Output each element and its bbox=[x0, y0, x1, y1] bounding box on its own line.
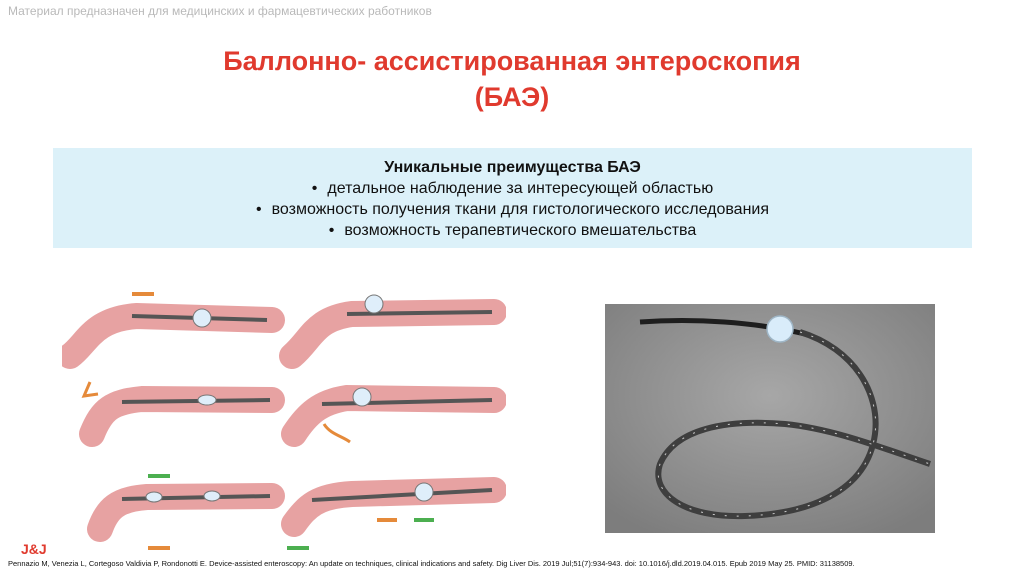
enteroscopy-steps-diagram bbox=[62, 284, 506, 560]
balloon-icon bbox=[767, 316, 793, 342]
step-panel-2 bbox=[292, 295, 494, 356]
step-panel-6 bbox=[287, 483, 494, 550]
slide-title bbox=[0, 43, 1024, 115]
bullet-icon: • bbox=[328, 222, 335, 239]
step-panel-1 bbox=[70, 292, 272, 356]
arrow-orange-icon bbox=[132, 292, 154, 296]
reference-citation: Pennazio M, Venezia L, Cortegoso Valdivia P, Rondonotti E. Device-assisted enteroscopy: An update on techniques, clinical indications and safety. Dig Liver Dis. 2019 Jul;51(7):934-943. doi: 10.1016/j.dld.2019.04.015. Epub 2019 May 25. PMID: 31138509. bbox=[8, 559, 855, 568]
enteroscope-photo bbox=[605, 304, 935, 533]
title-line-1: Баллонно- ассистированная энтероскопия bbox=[223, 46, 801, 76]
arrow-orange-icon bbox=[324, 424, 350, 442]
bullet-icon: • bbox=[256, 201, 262, 218]
step-panel-3 bbox=[84, 382, 272, 434]
arrow-green-icon bbox=[148, 474, 170, 478]
arrow-orange-icon bbox=[377, 518, 397, 522]
brand-logo: J&J bbox=[21, 541, 47, 557]
advantage-item bbox=[53, 199, 972, 220]
advantage-text: возможность терапевтического вмешательства bbox=[344, 222, 697, 239]
advantages-heading: Уникальные преимущества БАЭ bbox=[384, 159, 641, 176]
bullet-icon: • bbox=[311, 180, 318, 197]
advantage-text: возможность получения ткани для гистологического исследования bbox=[271, 201, 769, 218]
arrow-orange-icon bbox=[84, 382, 98, 396]
arrow-green-icon bbox=[287, 546, 309, 550]
arrow-orange-icon bbox=[148, 546, 170, 550]
advantage-item bbox=[53, 178, 972, 199]
title-line-2: (БАЭ) bbox=[474, 82, 550, 112]
step-panel-4 bbox=[294, 388, 494, 442]
arrow-green-icon bbox=[414, 518, 434, 522]
watermark-text: Материал предназначен для медицинских и фармацевтических работников bbox=[8, 4, 432, 18]
advantage-item bbox=[53, 220, 972, 241]
step-panel-5 bbox=[100, 474, 272, 550]
advantages-box bbox=[53, 148, 972, 248]
advantage-text: детальное наблюдение за интересующей областью bbox=[327, 180, 714, 197]
